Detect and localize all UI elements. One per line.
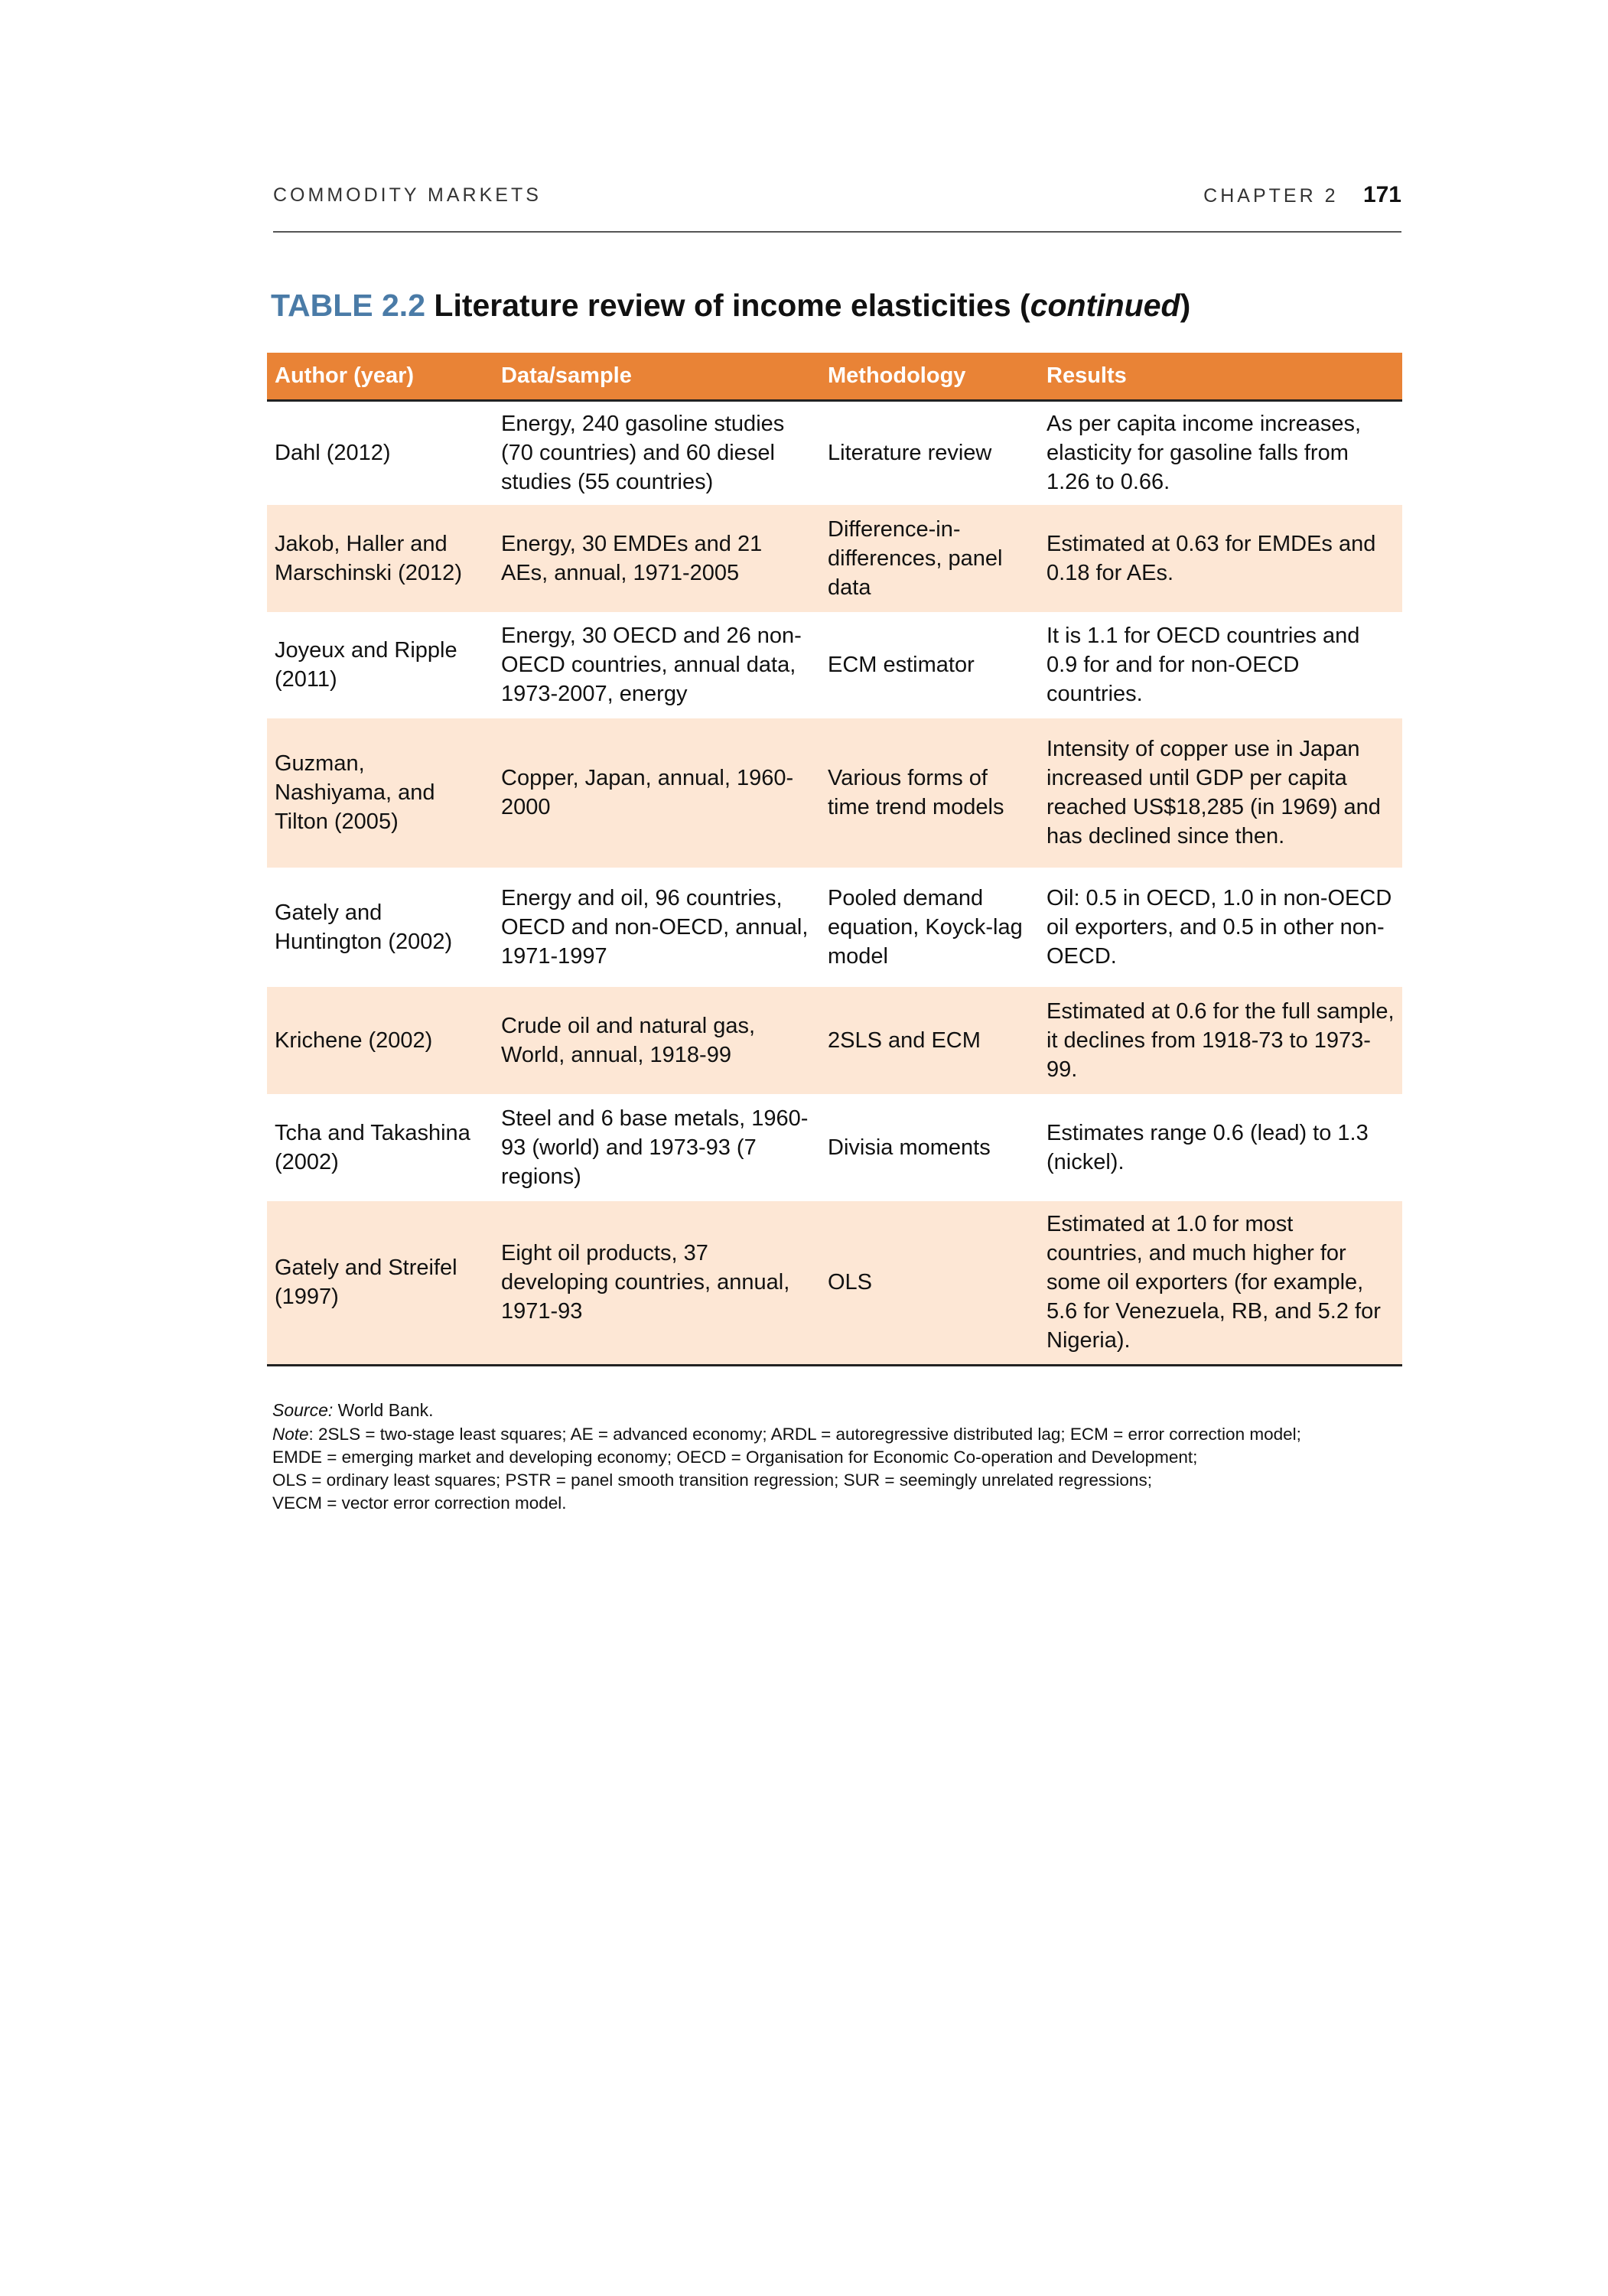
cell-methodology: Various forms of time trend models <box>820 718 1039 868</box>
table-header <box>267 353 1402 401</box>
cell-methodology: Divisia moments <box>828 1135 991 1160</box>
table-row <box>267 1201 1402 1366</box>
cell-results: It is 1.1 for OECD countries and 0.9 for and for non-OECD countries. <box>1047 624 1360 706</box>
table-row <box>267 987 1402 1094</box>
cell-author: Joyeux and Ripple (2011) <box>275 638 457 692</box>
source-label: Source: <box>272 1400 334 1420</box>
table-title-text: Literature review of income elasticities ( <box>434 288 1030 323</box>
note-text: : 2SLS = two-stage least squares; AE = advanced economy; ARDL = autoregressive distributed lag; ECM = error correction model; <box>308 1425 1301 1444</box>
table-body <box>267 401 1402 1366</box>
table-row <box>267 718 1402 868</box>
page-number: 171 <box>1362 182 1401 207</box>
column-header-results: Results <box>1039 353 1402 401</box>
cell-data: Copper, Japan, annual, 1960-2000 <box>493 718 820 868</box>
cell-data: Energy, 240 gasoline studies (70 countries) and 60 diesel studies (55 countries) <box>501 412 785 495</box>
header-row <box>267 353 1402 401</box>
cell-results: As per capita income increases, elasticity for gasoline falls from 1.26 to 0.66. <box>1047 412 1362 495</box>
table-row <box>267 401 1402 505</box>
table-notes <box>272 1399 1412 1515</box>
cell-data: Crude oil and natural gas, World, annual, 1918-99 <box>493 987 820 1094</box>
column-header-data: Data/sample <box>493 353 820 401</box>
column-header-author: Author (year) <box>267 353 493 401</box>
note-line <box>272 1423 1412 1446</box>
source-text: World Bank. <box>337 1400 434 1420</box>
cell-data: Steel and 6 base metals, 1960-93 (world) and 1973-93 (7 regions) <box>501 1106 809 1189</box>
note-line: VECM = vector error correction model. <box>272 1493 567 1513</box>
cell-results: Estimated at 1.0 for most countries, and much higher for some oil exporters (for example, 5.6 for Venezuela, RB, and 5.2 for Nigeria). <box>1039 1201 1402 1366</box>
table-row <box>267 505 1402 612</box>
cell-results: Estimated at 0.63 for EMDEs and 0.18 for AEs. <box>1039 505 1402 612</box>
table-row <box>267 868 1402 987</box>
cell-results: Intensity of copper use in Japan increased until GDP per capita reached US$18,285 (in 1969) and has declined since then. <box>1039 718 1402 868</box>
table-title-continued: continued <box>1030 288 1180 323</box>
table-title-close: ) <box>1180 288 1191 323</box>
cell-methodology: Difference-in-differences, panel data <box>820 505 1039 612</box>
cell-author: Tcha and Takashina (2002) <box>275 1120 470 1174</box>
cell-methodology: Literature review <box>828 441 992 466</box>
table-row <box>267 612 1402 718</box>
cell-methodology: ECM estimator <box>828 653 975 677</box>
column-header-methodology: Methodology <box>820 353 1039 401</box>
cell-results: Estimated at 0.6 for the full sample, it declines from 1918-73 to 1973-99. <box>1039 987 1402 1094</box>
literature-table <box>267 353 1402 1366</box>
section-title: COMMODITY MARKETS <box>273 184 542 206</box>
cell-methodology: OLS <box>820 1201 1039 1366</box>
cell-author: Krichene (2002) <box>267 987 493 1094</box>
chapter-info <box>1203 182 1401 208</box>
cell-methodology: 2SLS and ECM <box>820 987 1039 1094</box>
cell-author: Dahl (2012) <box>275 441 391 466</box>
table-title <box>271 288 1190 324</box>
note-label: Note <box>272 1425 309 1444</box>
cell-author: Guzman, Nashiyama, and Tilton (2005) <box>267 718 493 868</box>
chapter-label: CHAPTER 2 <box>1203 185 1339 207</box>
cell-author: Gately and Streifel (1997) <box>267 1201 493 1366</box>
cell-results: Oil: 0.5 in OECD, 1.0 in non-OECD oil exporters, and 0.5 in other non-OECD. <box>1047 885 1392 969</box>
cell-author: Jakob, Haller and Marschinski (2012) <box>267 505 493 612</box>
cell-data: Eight oil products, 37 developing countries, annual, 1971-93 <box>493 1201 820 1366</box>
table-label: TABLE 2.2 <box>271 288 425 323</box>
cell-data: Energy, 30 OECD and 26 non-OECD countries, annual data, 1973-2007, energy <box>501 624 802 706</box>
note-line: OLS = ordinary least squares; PSTR = panel smooth transition regression; SUR = seemingly unrelated regressions; <box>272 1470 1152 1490</box>
cell-results: Estimates range 0.6 (lead) to 1.3 (nickel). <box>1047 1120 1369 1174</box>
cell-data: Energy, 30 EMDEs and 21 AEs, annual, 1971-2005 <box>493 505 820 612</box>
cell-author: Gately and Huntington (2002) <box>275 900 453 954</box>
table-row <box>267 1094 1402 1201</box>
note-line: EMDE = emerging market and developing economy; OECD = Organisation for Economic Co-operation and Development; <box>272 1448 1198 1467</box>
running-header <box>273 182 1401 233</box>
source-line <box>272 1399 1412 1422</box>
cell-data: Energy and oil, 96 countries, OECD and non-OECD, annual, 1971-1997 <box>501 885 809 969</box>
cell-methodology: Pooled demand equation, Koyck-lag model <box>828 885 1023 969</box>
